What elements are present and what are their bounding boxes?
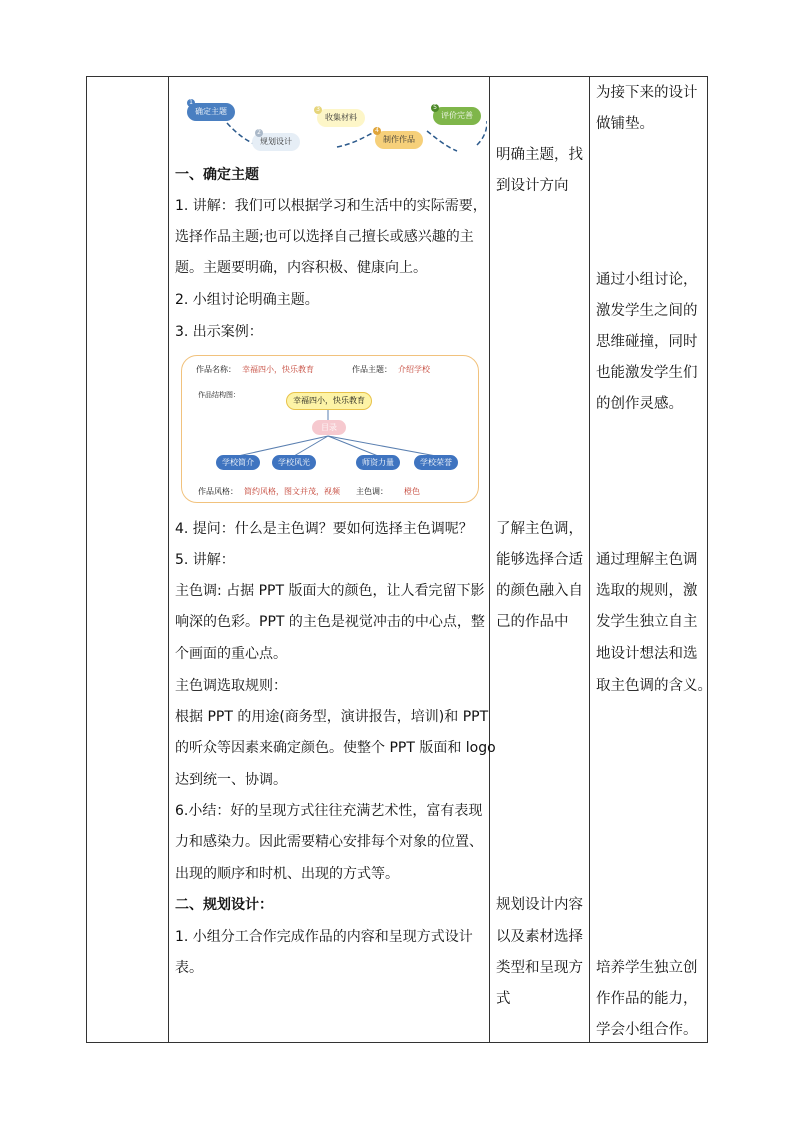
intent-text: 地设计想法和选 [596,646,698,662]
section-1-title: 一、确定主题 [175,167,259,183]
structure-catalog: 目录 [312,420,346,435]
paragraph: 3. 出示案例： [175,324,263,340]
case-color-value: 橙色 [404,487,420,496]
intent-text: 为接下来的设计 [596,85,698,101]
intent-text: 做铺垫。 [596,116,654,132]
paragraph: 5. 讲解： [175,552,235,568]
paragraph: 1. 小组分工合作完成作品的内容和呈现方式设计 [175,929,473,945]
case-color-label: 主色调： [356,487,388,496]
paragraph: 6.小结：好的呈现方式往往充满艺术性，富有表现 [175,803,483,819]
activity-text: 到设计方向 [496,178,569,194]
intent-text: 学会小组合作。 [596,1022,698,1038]
case-name-value: 幸福四小，快乐教育 [242,365,314,374]
activity-text: 以及素材选择 [496,929,583,945]
structure-root: 幸福四小，快乐教育 [286,392,372,410]
paragraph: 个画面的重心点。 [175,646,287,662]
activity-text: 己的作品中 [496,614,569,630]
lesson-table [86,76,712,1043]
intent-text: 思维碰撞，同时 [596,334,698,350]
structure-leaf: 学校简介 [216,455,260,470]
flow-step-5: 评价完善 [433,107,481,125]
flow-step-5-badge: 5 [431,104,439,112]
case-style-label: 作品风格： [198,487,238,496]
flow-step-1-badge: 1 [187,99,195,107]
structure-leaf: 师资力量 [356,455,400,470]
intent-text: 通过理解主色调 [596,552,698,568]
activity-text: 类型和呈现方 [496,960,583,976]
paragraph: 出现的顺序和时机、出现的方式等。 [175,866,399,882]
paragraph: 根据 PPT 的用途(商务型，演讲报告，培训)和 PPT [175,709,489,725]
paragraph: 的听众等因素来确定颜色。使整个 PPT 版面和 logo [175,740,496,756]
activity-text: 式 [496,991,511,1007]
intent-text: 作作品的能力， [596,991,698,1007]
paragraph: 4. 提问：什么是主色调？要如何选择主色调呢？ [175,521,473,537]
activity-text: 的颜色融入自 [496,583,583,599]
flow-step-1: 确定主题 [187,103,235,121]
design-intent-column [590,77,712,1042]
flow-step-3: 收集材料 [317,109,365,127]
flow-step-3-badge: 3 [314,106,322,114]
activity-text: 了解主色调， [496,521,583,537]
case-structure-label: 作品结构图： [198,391,240,399]
section-2-title: 二、规划设计： [175,897,273,913]
case-style-value: 简约风格，图文并茂，视频 [244,487,340,496]
teaching-content-column [169,77,496,1042]
activity-text: 能够选择合适 [496,552,583,568]
case-name-label: 作品名称： [196,365,236,374]
paragraph: 力和感染力。因此需要精心安排每个对象的位置、 [175,834,483,850]
case-theme-value: 介绍学校 [398,365,430,374]
intent-text: 选取的规则，激 [596,583,698,599]
activity-text: 明确主题，找 [496,147,583,163]
intent-text: 取主色调的含义。 [596,678,712,694]
student-activity-column [490,77,589,1042]
paragraph: 表。 [175,960,203,976]
flow-step-4-badge: 4 [373,127,381,135]
intent-text: 的创作灵感。 [596,396,683,412]
paragraph: 1. 讲解：我们可以根据学习和生活中的实际需要， [175,198,487,214]
structure-leaf: 学校荣誉 [414,455,458,470]
flow-step-4: 制作作品 [375,131,423,149]
structure-leaf: 学校风光 [272,455,316,470]
intent-text: 通过小组讨论， [596,272,698,288]
activity-text: 规划设计内容 [496,897,583,913]
case-theme-label: 作品主题： [352,365,392,374]
paragraph: 2. 小组讨论明确主题。 [175,292,319,308]
intent-text: 激发学生之间的 [596,303,698,319]
paragraph: 题。主题要明确，内容积极、健康向上。 [175,260,427,276]
paragraph: 主色调: 占据 PPT 版面大的颜色，让人看完留下影 [175,583,485,599]
flow-step-2-badge: 2 [255,129,263,137]
intent-text: 培养学生独立创 [596,960,698,976]
intent-text: 也能激发学生们 [596,365,698,381]
case-example-card [181,355,479,503]
flow-step-2: 规划设计 [252,133,300,151]
paragraph: 选择作品主题;也可以选择自己擅长或感兴趣的主 [175,229,474,245]
intent-text: 发学生独立自主 [596,614,698,630]
paragraph: 响深的色彩。PPT 的主色是视觉冲击的中心点，整 [175,614,485,630]
paragraph: 达到统一、协调。 [175,772,287,788]
paragraph: 主色调选取规则： [175,678,287,694]
